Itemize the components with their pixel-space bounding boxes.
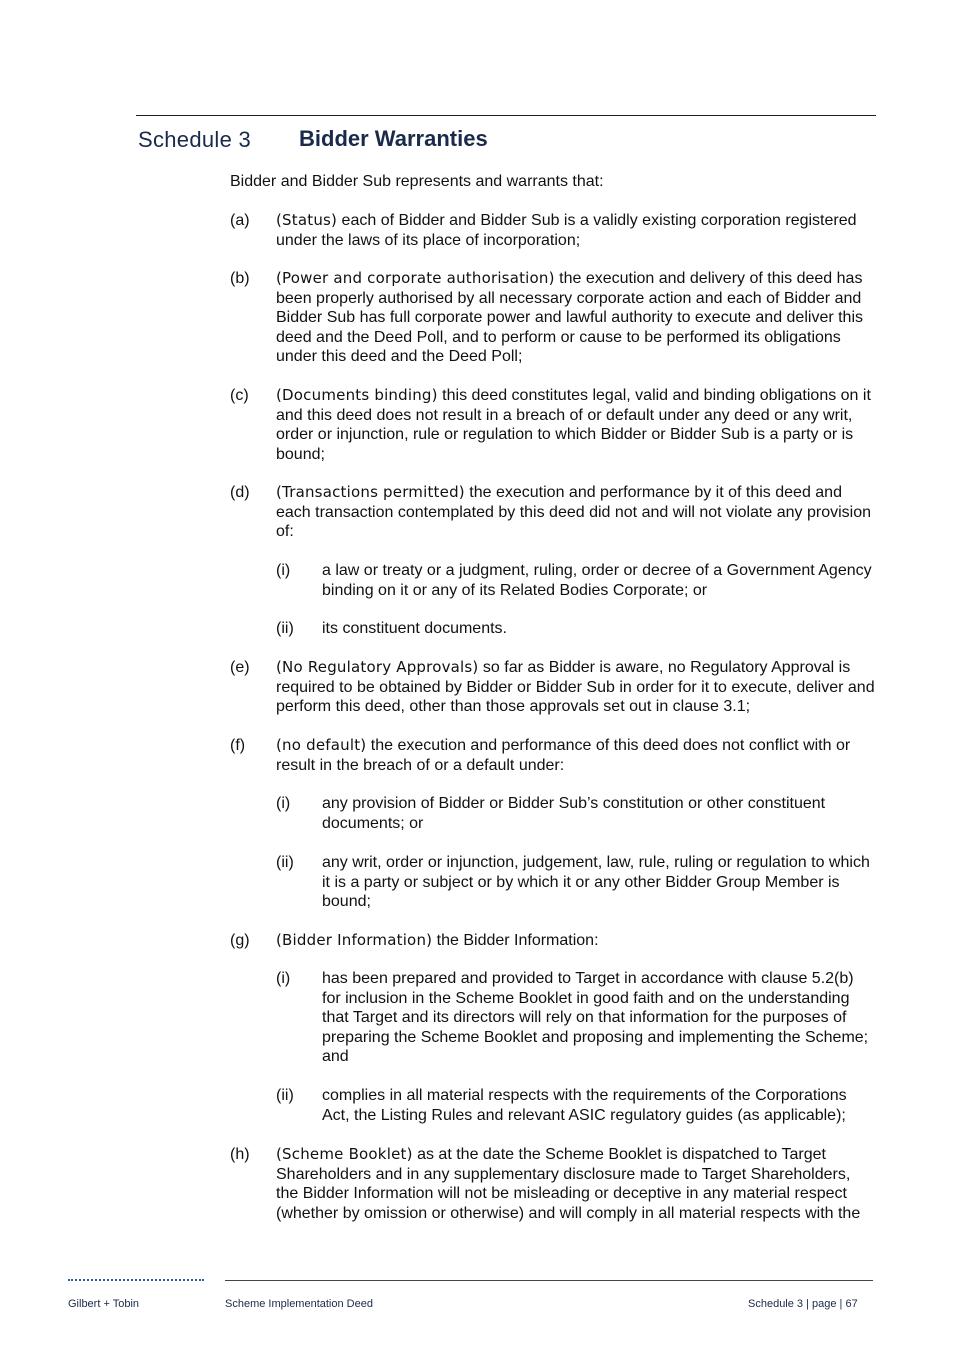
subclause-label: (ii)	[276, 854, 294, 871]
subclause-text: any writ, order or injunction, judgement, law, rule, ruling or regulation to which it is a party or subject or by which it or any other Bidder Group Member is bound;	[322, 854, 870, 910]
clause-label: (d)	[230, 484, 250, 501]
clause-text: the execution and performance of this deed does not conflict with or result in the breach of or a default under:	[276, 737, 851, 774]
clause-text: the execution and delivery of this deed has been properly authorised by all necessary corporate action and each of Bidder and Bidder Sub has full corporate power and lawful authority to execute and deliver this deed and the Deed Poll, and to perform or cause to be performed its obligations under this deed and the Deed Poll;	[276, 270, 864, 365]
subclause-text: any provision of Bidder or Bidder Sub’s constitution or other constituent documents; or	[322, 795, 826, 832]
clause-heading: (Power and corporate authorisation)	[276, 269, 555, 287]
clause-d	[230, 483, 875, 542]
subclause-d-i	[276, 561, 876, 600]
subclause-label: (ii)	[276, 620, 294, 637]
clause-text: as at the date the Scheme Booklet is dispatched to Target Shareholders and in any supplementary disclosure made to Target Shareholders, the Bidder Information will not be misleading or deceptive in any material respect (whether by omission or otherwise) and will comply in all material respects with the	[276, 1146, 861, 1222]
clause-heading: (no default)	[276, 736, 367, 754]
subclause-d-ii	[276, 619, 876, 639]
clause-b	[230, 269, 875, 367]
subclause-text: has been prepared and provided to Target in accordance with clause 5.2(b) for inclusion in the Scheme Booklet in good faith and on the understanding that Target and its directors will rely on that information for the purposes of preparing the Scheme Booklet and proposing and implementing the Scheme; and	[322, 970, 869, 1065]
clause-heading: (Status)	[276, 211, 338, 229]
subclause-g-ii	[276, 1086, 876, 1125]
footer-document-title: Scheme Implementation Deed	[225, 1298, 373, 1310]
clause-label: (b)	[230, 270, 250, 287]
clause-label: (g)	[230, 932, 250, 949]
clause-text: so far as Bidder is aware, no Regulatory Approval is required to be obtained by Bidder or Bidder Sub in order for it to execute, deliver and perform this deed, other than those approvals set out in clause 3.1;	[276, 659, 875, 715]
clause-g	[230, 931, 875, 951]
clause-c	[230, 386, 875, 464]
subclause-label: (i)	[276, 970, 291, 987]
clause-text: this deed constitutes legal, valid and binding obligations on it and this deed does not result in a breach of or default under any deed or any writ, order or injunction, rule or regulation to which Bidder or Bidder Sub is a party or is bound;	[276, 387, 871, 463]
subclause-f-i	[276, 794, 876, 833]
clause-heading: (Bidder Information)	[276, 931, 433, 949]
clause-label: (e)	[230, 659, 250, 676]
clause-h	[230, 1145, 875, 1223]
footer-page-number: Schedule 3 | page | 67	[748, 1298, 858, 1310]
footer-firm-name: Gilbert + Tobin	[68, 1298, 140, 1310]
subclause-label: (i)	[276, 562, 291, 579]
clause-text: each of Bidder and Bidder Sub is a validly existing corporation registered under the laws of its place of incorporation;	[276, 212, 857, 249]
subclause-text: a law or treaty or a judgment, ruling, order or decree of a Government Agency binding on it or any of its Related Bodies Corporate; or	[322, 562, 872, 599]
footer-rule	[225, 1280, 873, 1281]
subclause-text: complies in all material respects with the requirements of the Corporations Act, the Listing Rules and relevant ASIC regulatory guides (as applicable);	[322, 1087, 847, 1124]
top-rule	[136, 115, 876, 116]
intro-paragraph: Bidder and Bidder Sub represents and warrants that:	[230, 173, 604, 190]
footer-dotted-rule	[68, 1279, 204, 1281]
subclause-label: (ii)	[276, 1087, 294, 1104]
clause-heading: (No Regulatory Approvals)	[276, 658, 479, 676]
subclause-g-i	[276, 969, 876, 1067]
schedule-number: Schedule 3	[138, 127, 252, 152]
clause-label: (f)	[230, 737, 246, 754]
clause-text: the Bidder Information:	[432, 932, 599, 949]
clause-label: (c)	[230, 387, 249, 404]
clause-heading: (Documents binding)	[276, 386, 438, 404]
subclause-text: its constituent documents.	[322, 620, 507, 637]
clause-f	[230, 736, 875, 775]
clause-text: the execution and performance by it of this deed and each transaction contemplated by this deed did not and will not violate any provision of:	[276, 484, 872, 540]
clause-heading: (Scheme Booklet)	[276, 1145, 413, 1163]
schedule-title: Bidder Warranties	[299, 126, 488, 151]
subclause-label: (i)	[276, 795, 291, 812]
clause-a	[230, 211, 875, 250]
clause-heading: (Transactions permitted)	[276, 483, 465, 501]
clause-e	[230, 658, 875, 717]
clause-label: (a)	[230, 212, 250, 229]
clause-label: (h)	[230, 1146, 250, 1163]
subclause-f-ii	[276, 853, 876, 912]
